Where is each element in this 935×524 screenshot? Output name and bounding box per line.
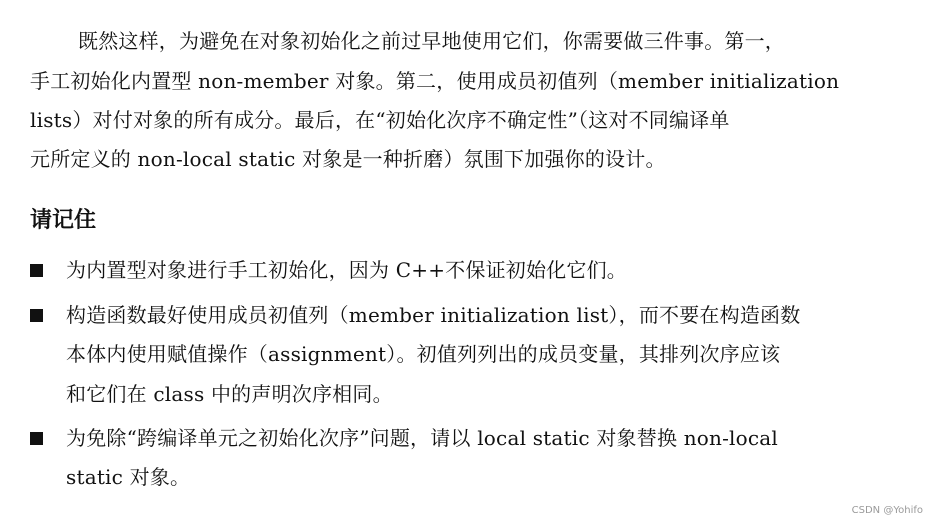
paragraph-line-3: lists）对付对象的所有成分。最后，在“初始化次序不确定性”（这对不同编译单 bbox=[30, 108, 730, 132]
section-heading: 请记住 bbox=[30, 208, 97, 233]
bullet-2-line-2: 本体内使用赋值操作（assignment）。初值列列出的成员变量，其排列次序应该 bbox=[66, 342, 781, 366]
bullet-2-line-3: 和它们在 class 中的声明次序相同。 bbox=[66, 382, 393, 406]
black-square-bullet-icon bbox=[30, 264, 43, 277]
bullet-3-line-2: static 对象。 bbox=[66, 465, 191, 489]
paragraph-line-1: 既然这样，为避免在对象初始化之前过早地使用它们，你需要做三件事。第一， bbox=[78, 29, 785, 53]
bullet-3-line-1: 为免除“跨编译单元之初始化次序”问题，请以 local static 对象替换 non-local bbox=[66, 426, 779, 450]
bullet-2-line-1: 构造函数最好使用成员初值列（member initialization list），而不要在构造函数 bbox=[66, 303, 801, 327]
bullet-1-line-1: 为内置型对象进行手工初始化，因为 C++不保证初始化它们。 bbox=[66, 258, 627, 282]
black-square-bullet-icon bbox=[30, 432, 43, 445]
watermark: CSDN @Yohifo bbox=[851, 505, 923, 516]
paragraph-line-2: 手工初始化内置型 non-member 对象。第二，使用成员初值列（member initialization bbox=[30, 69, 840, 93]
paragraph-line-4: 元所定义的 non-local static 对象是一种折磨）氛围下加强你的设计。 bbox=[30, 147, 666, 171]
black-square-bullet-icon bbox=[30, 309, 43, 322]
